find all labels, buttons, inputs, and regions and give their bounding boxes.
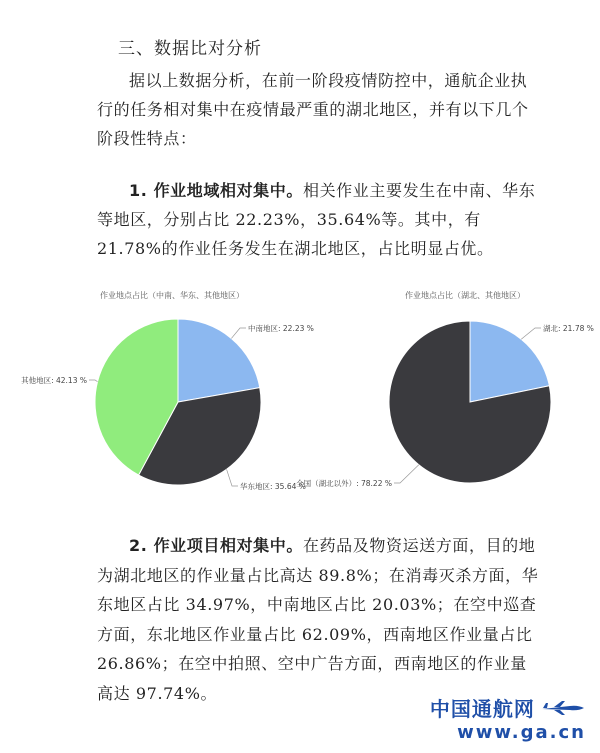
pie-leader-line xyxy=(521,328,541,339)
pie-label: 全国（湖北以外）: 78.22 % xyxy=(296,479,392,488)
chart1-title: 作业地点占比（中南、华东、其他地区） xyxy=(100,291,244,300)
pie-leader-line xyxy=(231,328,246,338)
point2-text: 在药品及物资运送方面，目的地为湖北地区的作业量占比高达 89.8%；在消毒灭杀方面，华东地区占比 34.97%，中南地区占比 20.03%；在空中巡查方面，东北地区作业量占比 62.09%，西南地区作业量占比 26.86%；在空中拍照、空中广告方面，西南地区的作业量高达 97.74%。 xyxy=(97,536,539,703)
point2-paragraph xyxy=(97,531,542,708)
pie-chart-regions xyxy=(21,290,320,510)
pie-label: 湖北: 21.78 % xyxy=(543,324,594,333)
point1-text: 相关作业主要发生在中南、华东等地区，分别占比 22.23%，35.64%等。其中，有 21.78%的作业任务发生在湖北地区，占比明显占优。 xyxy=(97,181,536,258)
pie-chart-hubei xyxy=(296,290,594,510)
logo-url: www.ga.cn xyxy=(457,722,586,743)
point2-lead: 2. 作业项目相对集中。 xyxy=(129,536,303,555)
airplane-icon xyxy=(540,700,586,716)
pie-leader-line xyxy=(89,380,98,382)
pie-label: 其他地区: 42.13 % xyxy=(21,376,87,385)
site-logo xyxy=(430,693,586,743)
chart2-title: 作业地点占比（湖北、其他地区） xyxy=(405,291,525,300)
pie-leader-line xyxy=(227,469,238,486)
intro-paragraph: 据以上数据分析，在前一阶段疫情防控中，通航企业执行的任务相对集中在疫情最严重的湖北地区，并有以下几个阶段性特点： xyxy=(97,71,529,148)
section-title: 三、数据比对分析 xyxy=(118,39,262,59)
pie-leader-line xyxy=(394,465,419,483)
chart1-svg xyxy=(21,290,320,510)
pie-label: 中南地区: 22.23 % xyxy=(248,324,314,333)
chart2-svg xyxy=(296,290,594,510)
logo-name: 中国通航网 xyxy=(429,697,535,721)
point1-paragraph xyxy=(97,176,542,263)
pie-label: 华东地区: 35.64 % xyxy=(240,482,306,491)
point1-lead: 1. 作业地域相对集中。 xyxy=(129,181,303,200)
